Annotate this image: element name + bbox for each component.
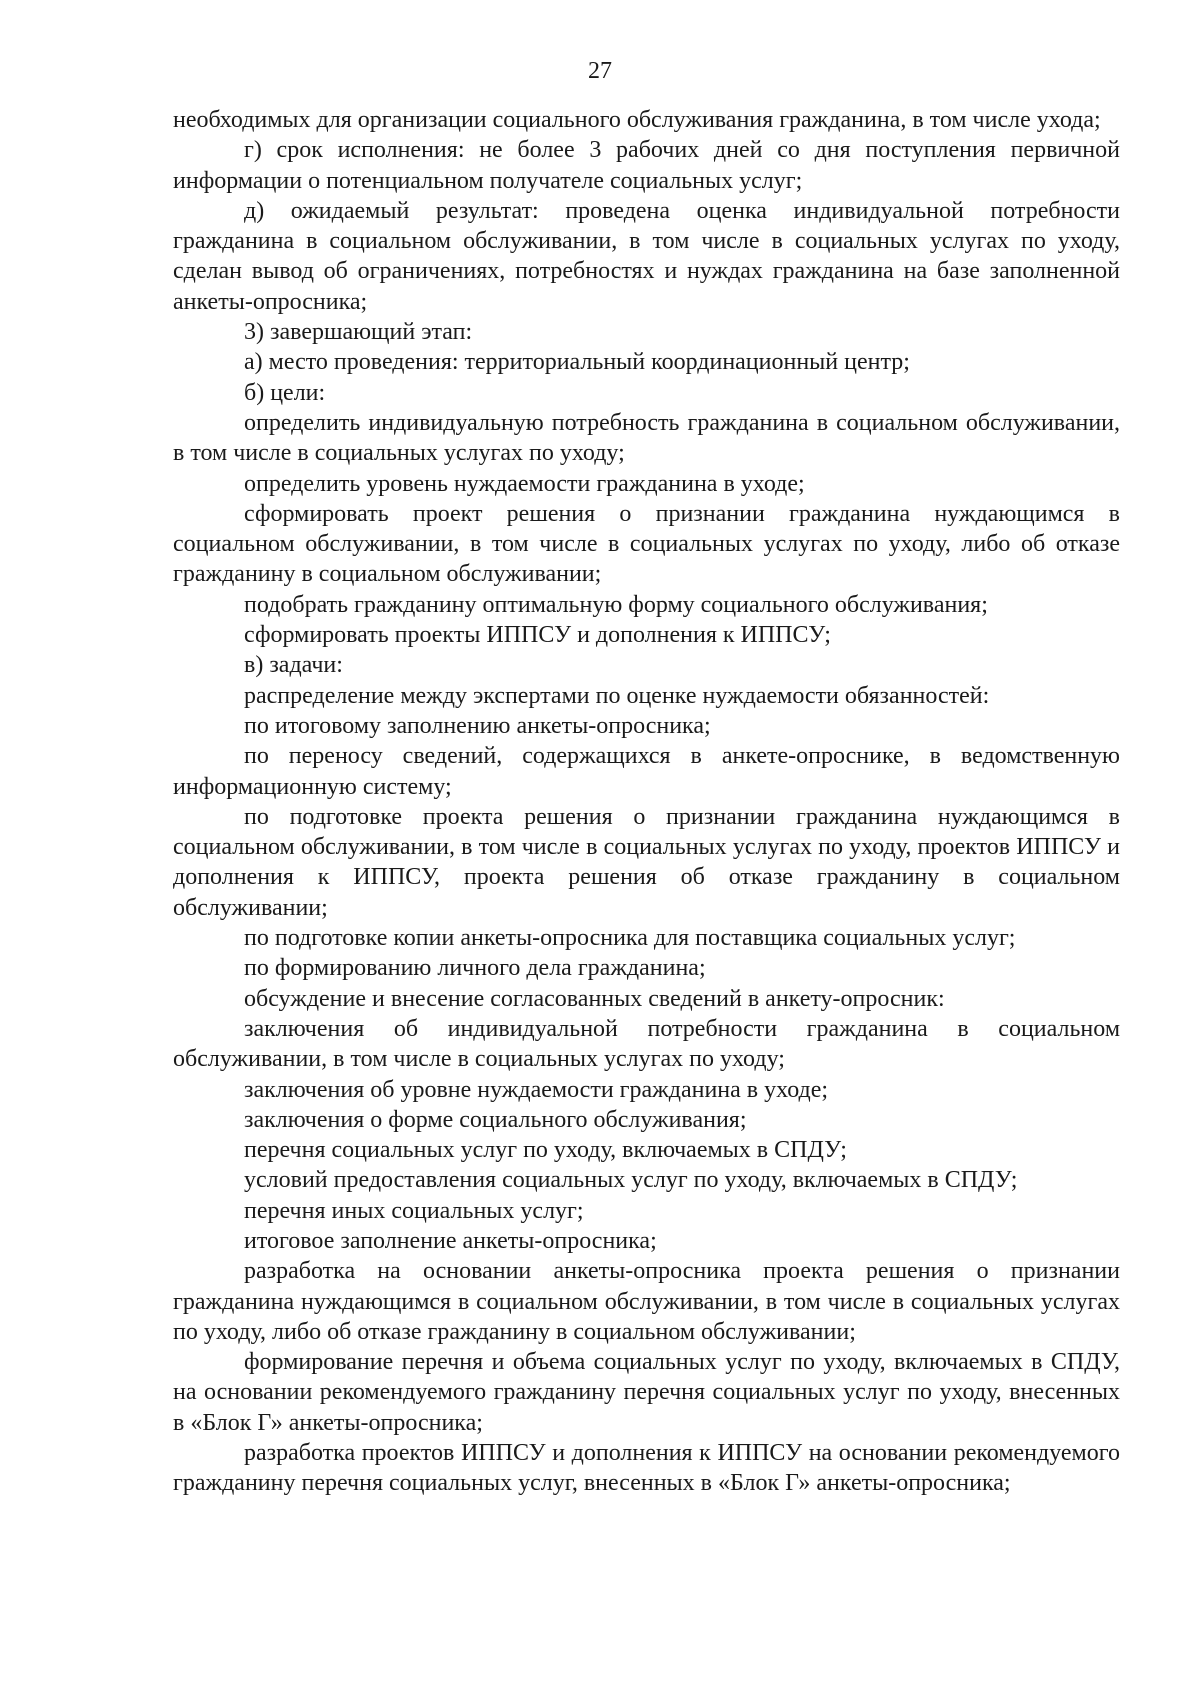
paragraph: определить уровень нуждаемости гражданина в уходе; [244, 470, 805, 497]
paragraph: сформировать проекты ИППСУ и дополнения к ИППСУ; [244, 622, 831, 649]
paragraph: разработка на основании анкеты-опросника проекта решения о признании гражданина нуждающимся в социальном обслуживании, в том числе в социальных услугах по уходу, либо об отказе гражданину в социальном обслуживании; [173, 1258, 1120, 1345]
paragraph: перечня социальных услуг по уходу, включаемых в СПДУ; [244, 1137, 847, 1164]
paragraph: сформировать проект решения о признании гражданина нуждающимся в социальном обслуживании, в том числе в социальных услугах по уходу, либо об отказе гражданину в социальном обслуживании; [173, 500, 1120, 588]
document-body [173, 105, 1120, 1499]
paragraph: условий предоставления социальных услуг по уходу, включаемых в СПДУ; [244, 1167, 1018, 1194]
paragraph: д) ожидаемый результат: проведена оценка индивидуальной потребности гражданина в социальном обслуживании, в том числе в социальных услугах по уходу, сделан вывод об ограничениях, потребностях и нуждах гражданина на базе заполненной анкеты-опросника; [173, 197, 1120, 315]
paragraph: 3) завершающий этап: [244, 319, 473, 346]
paragraph: обсуждение и внесение согласованных сведений в анкету-опросник: [244, 985, 945, 1012]
paragraph: заключения об уровне нуждаемости гражданина в уходе; [244, 1076, 829, 1103]
paragraph: в) задачи: [244, 652, 343, 679]
paragraph: б) цели: [244, 379, 326, 406]
paragraph: перечня иных социальных услуг; [244, 1197, 584, 1224]
paragraph: заключения о форме социального обслуживания; [244, 1106, 747, 1133]
paragraph: определить индивидуальную потребность гражданина в социальном обслуживании, в том числе в социальных услугах по уходу; [173, 409, 1120, 467]
page-number: 27 [588, 58, 612, 84]
paragraph: г) срок исполнения: не более 3 рабочих дней со дня поступления первичной информации о потенциальном получателе социальных услуг; [173, 137, 1120, 194]
paragraph: по итоговому заполнению анкеты-опросника; [244, 712, 711, 739]
paragraph: необходимых для организации социального обслуживания гражданина, в том числе ухода; [173, 107, 1101, 133]
paragraph: по подготовке проекта решения о признании гражданина нуждающимся в социальном обслуживании, в том числе в социальных услугах по уходу, проектов ИППСУ и дополнения к ИППСУ, проекта решения об отказе гражданину в социальном обслуживании; [173, 803, 1120, 921]
paragraph: распределение между экспертами по оценке нуждаемости обязанностей: [244, 682, 990, 709]
paragraph: итоговое заполнение анкеты-опросника; [244, 1227, 657, 1254]
paragraph: подобрать гражданину оптимальную форму социального обслуживания; [244, 591, 988, 618]
paragraph: по подготовке копии анкеты-опросника для поставщика социальных услуг; [244, 925, 1016, 952]
paragraph: заключения об индивидуальной потребности гражданина в социальном обслуживании, в том числе в социальных услугах по уходу; [173, 1015, 1120, 1073]
paragraph: по формированию личного дела гражданина; [244, 955, 706, 982]
paragraph: формирование перечня и объема социальных услуг по уходу, включаемых в СПДУ, на основании рекомендуемого гражданину перечня социальных услуг по уходу, внесенных в «Блок Г» анкеты-опросника; [173, 1349, 1120, 1436]
paragraph: разработка проектов ИППСУ и дополнения к ИППСУ на основании рекомендуемого гражданину перечня социальных услуг, внесенных в «Блок Г» анкеты-опросника; [173, 1440, 1120, 1497]
paragraph: а) место проведения: территориальный координационный центр; [244, 349, 910, 376]
paragraph: по переносу сведений, содержащихся в анкете-опроснике, в ведомственную информационную систему; [173, 743, 1120, 800]
